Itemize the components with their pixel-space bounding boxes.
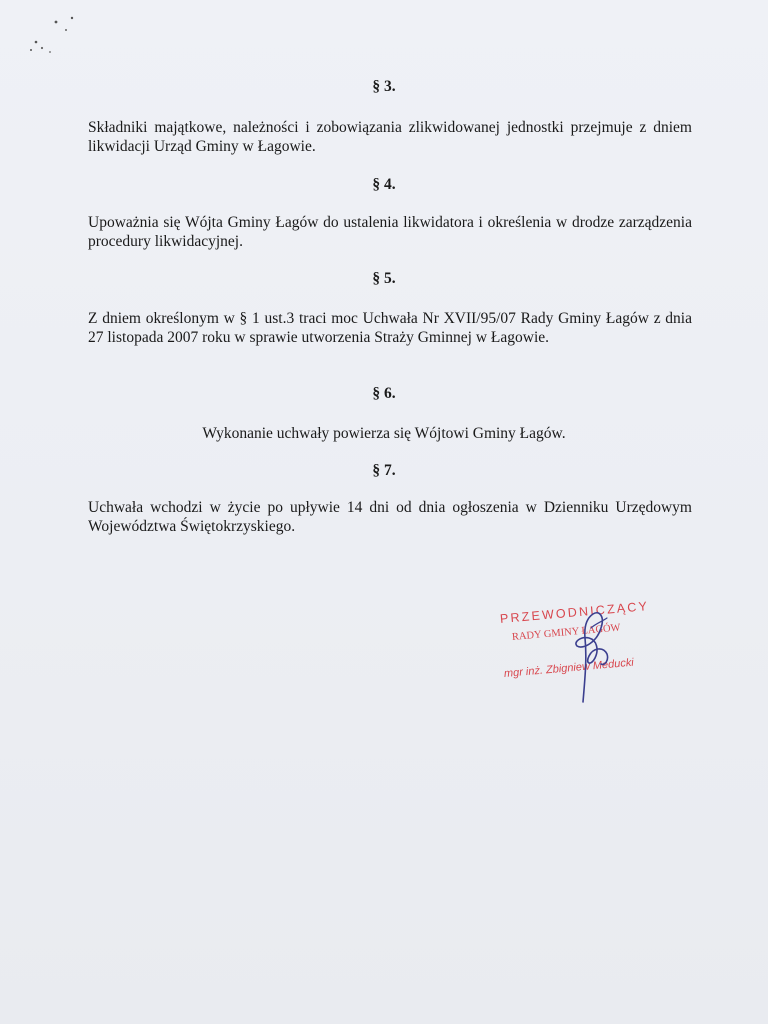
section-6-text: Wykonanie uchwały powierza się Wójtowi Gminy Łagów. <box>202 425 566 442</box>
section-4-text: Upoważnia się Wójta Gminy Łagów do ustalenia likwidatora i określenia w drodze zarządzenia procedury likwidacyjnej. <box>88 214 692 250</box>
stamp-council: RADY GMINY ŁAGÓW <box>511 622 621 643</box>
scan-specks <box>22 10 92 60</box>
stamp-name: mgr inż. Zbigniew Meducki <box>503 656 635 680</box>
handwritten-signature <box>555 598 645 708</box>
section-5-text: Z dniem określonym w § 1 ust.3 traci moc Uchwała Nr XVII/95/07 Rady Gminy Łagów z dnia 27 listopada 2007 roku w sprawie utworzenia Straży Gminnej w Łagowie. <box>88 310 692 346</box>
section-3-text: Składniki majątkowe, należności i zobowiązania zlikwidowanej jednostki przejmuje z dniem likwidacji Urząd Gminy w Łagowie. <box>88 119 692 155</box>
section-5-heading: § 5. <box>372 270 396 287</box>
section-3-heading: § 3. <box>372 78 396 95</box>
section-4-heading: § 4. <box>372 176 396 193</box>
section-7-heading: § 7. <box>372 462 396 479</box>
stamp-title: PRZEWODNICZĄCY <box>499 598 650 626</box>
section-7-text: Uchwała wchodzi w życie po upływie 14 dni od dnia ogłoszenia w Dzienniku Urzędowym Województwa Świętokrzyskiego. <box>88 499 692 535</box>
section-6-heading: § 6. <box>372 385 396 402</box>
